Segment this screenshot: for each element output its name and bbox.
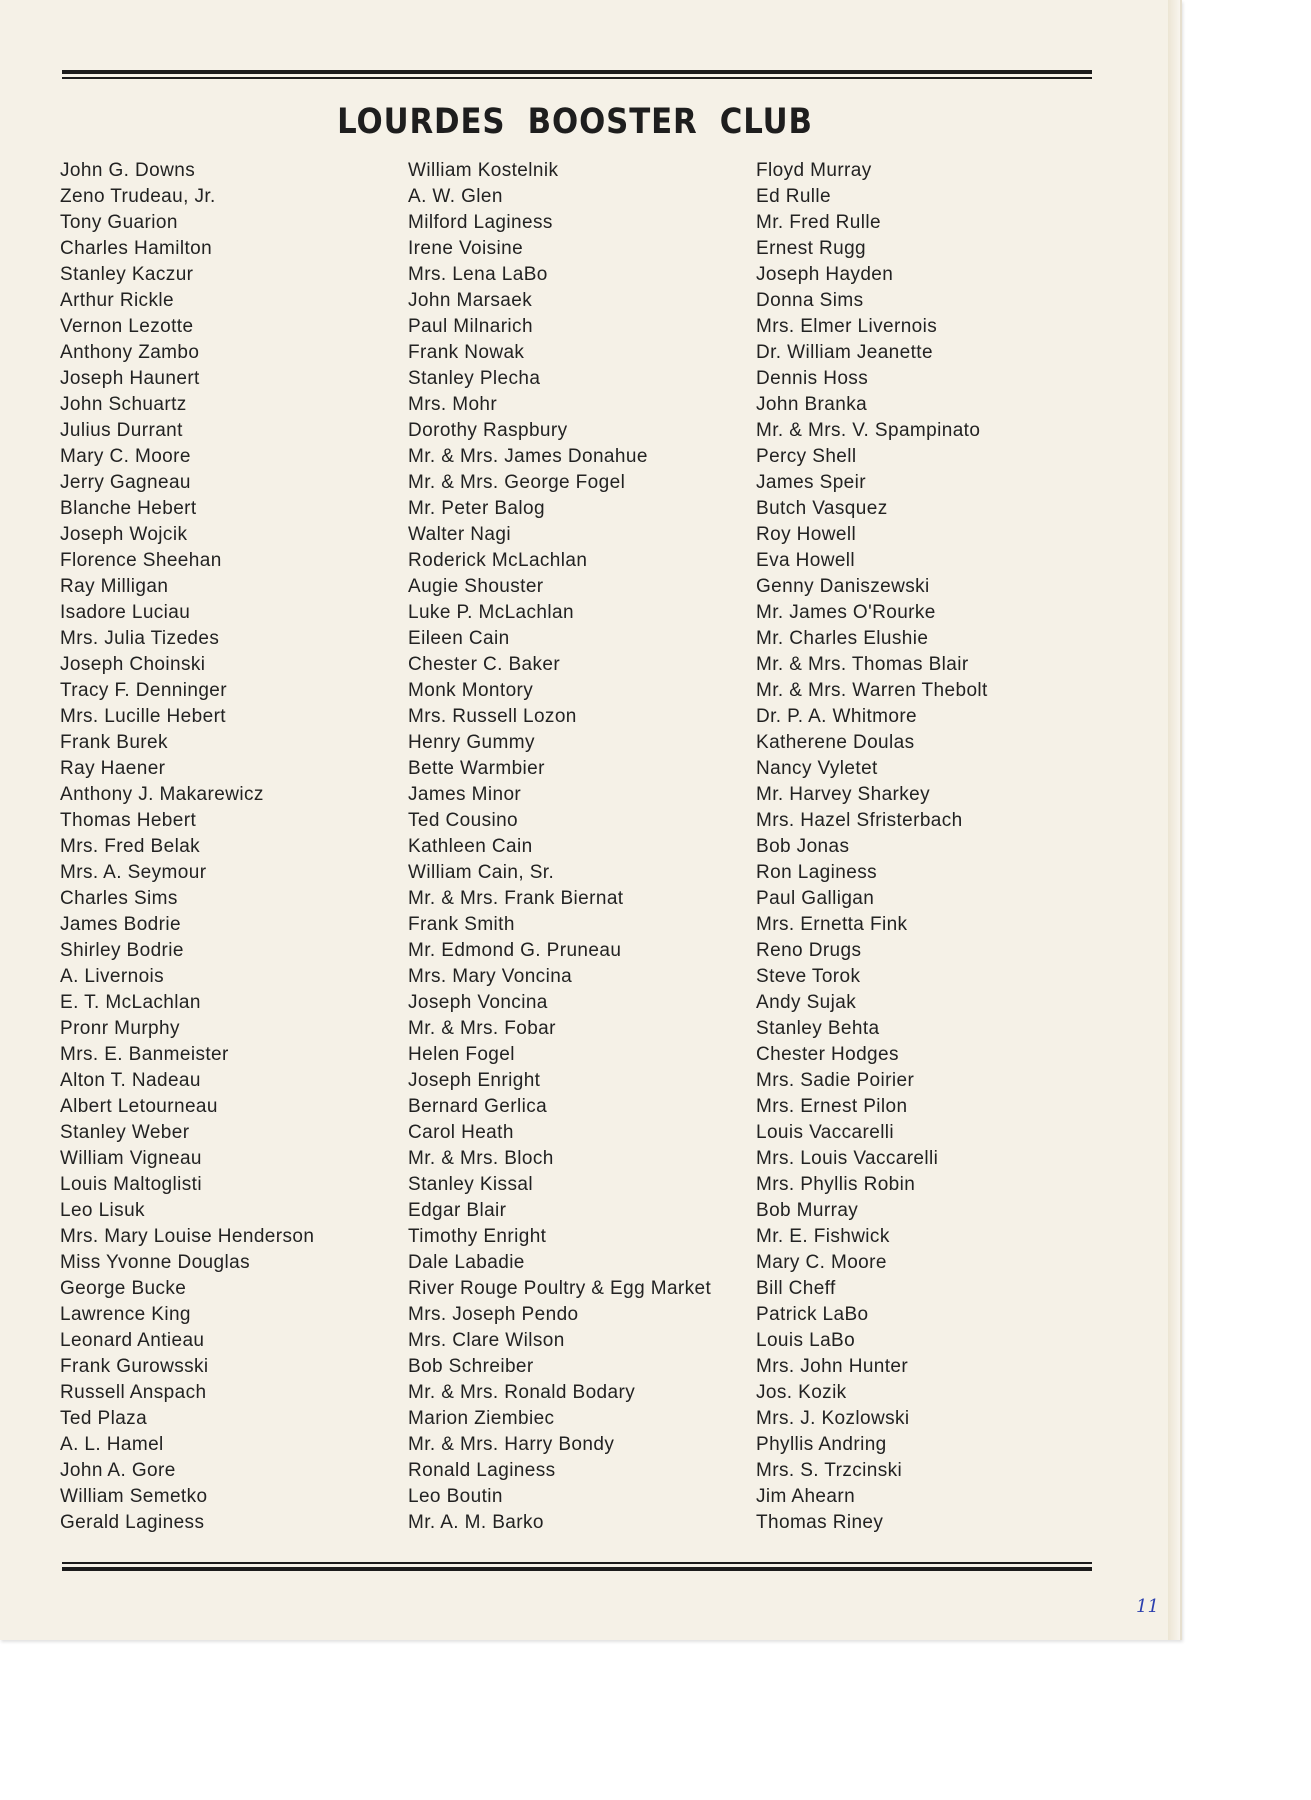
member-name: Jos. Kozik: [756, 1382, 847, 1403]
member-name: Pronr Murphy: [60, 1018, 180, 1039]
member-name: Mrs. Lena LaBo: [408, 264, 548, 285]
member-name: Jim Ahearn: [756, 1486, 856, 1507]
member-name: Mrs. Mohr: [408, 394, 498, 415]
member-name: George Bucke: [60, 1278, 187, 1299]
member-name: Mr. & Mrs. Harry Bondy: [408, 1434, 615, 1455]
member-name: Mrs. Mary Louise Henderson: [60, 1226, 315, 1247]
member-name: Paul Milnarich: [408, 316, 533, 337]
member-name: James Speir: [756, 472, 866, 493]
member-name: Mrs. Elmer Livernois: [756, 316, 938, 337]
member-name: Eva Howell: [756, 550, 856, 571]
member-name: Bob Schreiber: [408, 1356, 534, 1377]
member-name: Isadore Luciau: [60, 602, 191, 623]
member-name: Genny Daniszewski: [756, 576, 930, 597]
member-name: Ray Haener: [60, 758, 166, 779]
member-name: Marion Ziembiec: [408, 1408, 555, 1429]
member-name: Mr. & Mrs. V. Spampinato: [756, 420, 981, 441]
member-name: Gerald Laginess: [60, 1512, 205, 1533]
member-name: Roderick McLachlan: [408, 550, 588, 571]
member-name: Albert Letourneau: [60, 1096, 218, 1117]
member-name: John Schuartz: [60, 394, 187, 415]
member-name: Charles Sims: [60, 888, 178, 909]
bottom-divider: [62, 1562, 1092, 1571]
member-name: Frank Smith: [408, 914, 515, 935]
member-name: William Semetko: [60, 1486, 208, 1507]
member-name: Bette Warmbier: [408, 758, 545, 779]
member-name: Shirley Bodrie: [60, 940, 184, 961]
names-column-2: [408, 158, 711, 1536]
member-name: Lawrence King: [60, 1304, 191, 1325]
member-name: Carol Heath: [408, 1122, 514, 1143]
member-name: Blanche Hebert: [60, 498, 197, 519]
member-name: Anthony J. Makarewicz: [60, 784, 264, 805]
member-name: Alton T. Nadeau: [60, 1070, 201, 1091]
member-name: Mary C. Moore: [756, 1252, 887, 1273]
member-name: James Bodrie: [60, 914, 181, 935]
member-name: Leonard Antieau: [60, 1330, 205, 1351]
member-name: River Rouge Poultry & Egg Market: [408, 1278, 712, 1299]
member-name: Mrs. E. Banmeister: [60, 1044, 229, 1065]
member-name: Dorothy Raspbury: [408, 420, 568, 441]
member-name: Joseph Voncina: [408, 992, 548, 1013]
member-name: Mary C. Moore: [60, 446, 191, 467]
member-name: Charles Hamilton: [60, 238, 213, 259]
member-name: Mrs. Ernetta Fink: [756, 914, 908, 935]
member-name: E. T. McLachlan: [60, 992, 201, 1013]
member-name: Miss Yvonne Douglas: [60, 1252, 250, 1273]
member-name: Andy Sujak: [756, 992, 857, 1013]
member-name: Stanley Kissal: [408, 1174, 533, 1195]
names-column-1: [60, 158, 314, 1536]
member-name: Bill Cheff: [756, 1278, 836, 1299]
member-name: Anthony Zambo: [60, 342, 200, 363]
member-name: Percy Shell: [756, 446, 857, 467]
member-name: A. Livernois: [60, 966, 165, 987]
member-name: Mrs. Russell Lozon: [408, 706, 577, 727]
member-name: Mrs. Sadie Poirier: [756, 1070, 915, 1091]
member-name: Roy Howell: [756, 524, 857, 545]
member-name: Thomas Riney: [756, 1512, 884, 1533]
member-name: Mr. A. M. Barko: [408, 1512, 544, 1533]
member-name: Arthur Rickle: [60, 290, 174, 311]
member-name: Chester Hodges: [756, 1044, 899, 1065]
member-name: Mr. James O'Rourke: [756, 602, 936, 623]
member-name: Walter Nagi: [408, 524, 511, 545]
member-name: James Minor: [408, 784, 522, 805]
member-name: Mr. & Mrs. James Donahue: [408, 446, 648, 467]
member-name: Mrs. Louis Vaccarelli: [756, 1148, 939, 1169]
member-name: Zeno Trudeau, Jr.: [60, 186, 216, 207]
page-title: LOURDES BOOSTER CLUB: [337, 102, 813, 142]
member-name: Mr. E. Fishwick: [756, 1226, 890, 1247]
member-name: Eileen Cain: [408, 628, 510, 649]
member-name: Ted Cousino: [408, 810, 519, 831]
member-name: Mr. & Mrs. Thomas Blair: [756, 654, 969, 675]
member-name: William Vigneau: [60, 1148, 202, 1169]
member-name: Dale Labadie: [408, 1252, 525, 1273]
member-name: Joseph Choinski: [60, 654, 206, 675]
member-name: Frank Nowak: [408, 342, 525, 363]
member-name: Mr. Fred Rulle: [756, 212, 881, 233]
member-name: A. W. Glen: [408, 186, 503, 207]
member-name: Steve Torok: [756, 966, 861, 987]
member-name: Mr. & Mrs. George Fogel: [408, 472, 626, 493]
member-name: Mr. Charles Elushie: [756, 628, 929, 649]
member-name: Donna Sims: [756, 290, 864, 311]
member-name: Stanley Behta: [756, 1018, 880, 1039]
member-name: Mrs. Julia Tizedes: [60, 628, 220, 649]
member-name: Stanley Kaczur: [60, 264, 194, 285]
member-name: Mr. & Mrs. Ronald Bodary: [408, 1382, 636, 1403]
member-name: Mr. & Mrs. Bloch: [408, 1148, 554, 1169]
member-name: Chester C. Baker: [408, 654, 561, 675]
member-name: Mrs. Clare Wilson: [408, 1330, 565, 1351]
member-name: Edgar Blair: [408, 1200, 507, 1221]
member-name: Reno Drugs: [756, 940, 862, 961]
member-name: Leo Lisuk: [60, 1200, 145, 1221]
member-name: Stanley Plecha: [408, 368, 541, 389]
member-name: Louis Maltoglisti: [60, 1174, 202, 1195]
member-name: Julius Durrant: [60, 420, 183, 441]
member-name: Milford Laginess: [408, 212, 553, 233]
member-name: Henry Gummy: [408, 732, 535, 753]
member-name: John Branka: [756, 394, 868, 415]
member-name: Ted Plaza: [60, 1408, 148, 1429]
member-name: Mr. Edmond G. Pruneau: [408, 940, 622, 961]
member-name: Luke P. McLachlan: [408, 602, 574, 623]
member-name: Joseph Enright: [408, 1070, 541, 1091]
member-name: Irene Voisine: [408, 238, 524, 259]
member-name: Tracy F. Denninger: [60, 680, 228, 701]
member-name: Mrs. S. Trzcinski: [756, 1460, 903, 1481]
member-name: John Marsaek: [408, 290, 533, 311]
member-name: Louis Vaccarelli: [756, 1122, 895, 1143]
member-name: Paul Galligan: [756, 888, 875, 909]
member-name: Frank Gurowsski: [60, 1356, 209, 1377]
member-name: Katherene Doulas: [756, 732, 915, 753]
member-name: Mr. & Mrs. Warren Thebolt: [756, 680, 988, 701]
member-name: Dr. P. A. Whitmore: [756, 706, 918, 727]
member-name: Mrs. John Hunter: [756, 1356, 909, 1377]
names-column-3: [756, 158, 988, 1536]
member-name: Augie Shouster: [408, 576, 544, 597]
member-name: Ronald Laginess: [408, 1460, 556, 1481]
member-name: Monk Montory: [408, 680, 534, 701]
member-name: Thomas Hebert: [60, 810, 197, 831]
member-name: Louis LaBo: [756, 1330, 856, 1351]
member-name: Joseph Wojcik: [60, 524, 188, 545]
member-name: Timothy Enright: [408, 1226, 547, 1247]
member-name: Ed Rulle: [756, 186, 832, 207]
member-name: Mrs. Phyllis Robin: [756, 1174, 916, 1195]
member-name: Mrs. Ernest Pilon: [756, 1096, 908, 1117]
member-name: Mr. Harvey Sharkey: [756, 784, 931, 805]
member-name: Florence Sheehan: [60, 550, 222, 571]
member-name: A. L. Hamel: [60, 1434, 164, 1455]
member-name: Nancy Vyletet: [756, 758, 878, 779]
member-name: Patrick LaBo: [756, 1304, 869, 1325]
member-name: Tony Guarion: [60, 212, 178, 233]
member-name: Mrs. J. Kozlowski: [756, 1408, 910, 1429]
member-name: Vernon Lezotte: [60, 316, 194, 337]
member-name: William Kostelnik: [408, 160, 559, 181]
member-name: Mrs. A. Seymour: [60, 862, 207, 883]
member-name: Helen Fogel: [408, 1044, 515, 1065]
page-edge: [1168, 0, 1180, 1640]
member-name: Frank Burek: [60, 732, 168, 753]
member-name: William Cain, Sr.: [408, 862, 555, 883]
member-name: Ray Milligan: [60, 576, 169, 597]
member-name: Dennis Hoss: [756, 368, 869, 389]
member-name: Dr. William Jeanette: [756, 342, 933, 363]
member-name: Floyd Murray: [756, 160, 872, 181]
member-name: Phyllis Andring: [756, 1434, 887, 1455]
member-name: Mr. Peter Balog: [408, 498, 545, 519]
member-name: Stanley Weber: [60, 1122, 190, 1143]
member-name: Kathleen Cain: [408, 836, 533, 857]
member-name: Mr. & Mrs. Frank Biernat: [408, 888, 624, 909]
page-number: 11: [1136, 1596, 1159, 1617]
member-name: Ron Laginess: [756, 862, 877, 883]
member-name: Mrs. Joseph Pendo: [408, 1304, 579, 1325]
member-name: Bob Murray: [756, 1200, 859, 1221]
top-divider: [62, 70, 1092, 79]
member-name: John G. Downs: [60, 160, 196, 181]
member-name: Bob Jonas: [756, 836, 850, 857]
member-name: Ernest Rugg: [756, 238, 867, 259]
member-name: Joseph Hayden: [756, 264, 894, 285]
member-name: Leo Boutin: [408, 1486, 503, 1507]
member-name: Mr. & Mrs. Fobar: [408, 1018, 556, 1039]
member-name: Mrs. Hazel Sfristerbach: [756, 810, 963, 831]
member-name: Joseph Haunert: [60, 368, 200, 389]
member-name: Russell Anspach: [60, 1382, 207, 1403]
member-name: Mrs. Lucille Hebert: [60, 706, 226, 727]
member-name: Mrs. Fred Belak: [60, 836, 201, 857]
member-name: Bernard Gerlica: [408, 1096, 548, 1117]
member-name: Mrs. Mary Voncina: [408, 966, 573, 987]
member-name: John A. Gore: [60, 1460, 176, 1481]
member-name: Jerry Gagneau: [60, 472, 191, 493]
member-name: Butch Vasquez: [756, 498, 888, 519]
